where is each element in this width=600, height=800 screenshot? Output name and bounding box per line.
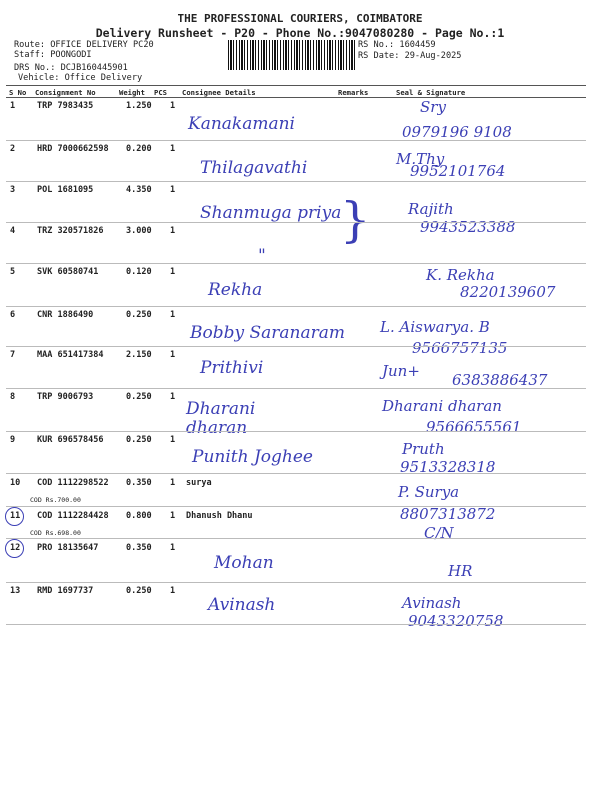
row-weight: 0.250	[126, 435, 152, 445]
handwritten-signature: Dharani dharan	[382, 397, 502, 415]
row-pcs: 1	[170, 144, 176, 154]
route-text: Route: OFFICE DELIVERY PC20	[14, 40, 154, 50]
row-divider	[6, 140, 586, 141]
row-weight: 1.250	[126, 101, 152, 111]
handwritten-signature: M.Thy	[396, 150, 445, 168]
row-pcs: 1	[170, 185, 176, 195]
handwritten-name: Dharani dharan	[186, 399, 256, 438]
row-weight: 4.350	[126, 185, 152, 195]
handwritten-name: Rekha	[208, 280, 263, 300]
row-weight: 0.250	[126, 586, 152, 596]
row-pcs: 1	[170, 543, 176, 553]
rs-date: RS Date: 29-Aug-2025	[358, 51, 462, 61]
col-signature: Seal & Signature	[396, 88, 466, 97]
handwritten-name: Punith Joghee	[192, 447, 313, 467]
handwritten-name: Prithivi	[200, 358, 264, 378]
consignee-name: surya	[186, 478, 212, 488]
row-consignment: TRP 7983435	[37, 101, 94, 111]
header-top-rule	[6, 85, 586, 86]
handwritten-signature: Rajith	[408, 200, 454, 218]
row-weight: 0.200	[126, 144, 152, 154]
col-consignee: Consignee Details	[182, 88, 256, 97]
row-divider	[6, 506, 586, 507]
drs-number: DRS No.: DCJB160445901	[14, 63, 128, 73]
row-weight: 2.150	[126, 350, 152, 360]
row-consignment: POL 1681095	[37, 185, 94, 195]
row-divider	[6, 624, 586, 625]
row-consignment: PRO 18135647	[37, 543, 99, 553]
row-consignment: TRP 9006793	[37, 392, 94, 402]
handwritten-signature: Jun+	[382, 362, 420, 380]
row-pcs: 1	[170, 101, 176, 111]
row-sno: 9	[10, 435, 16, 445]
handwritten-phone: 9566757135	[412, 339, 508, 357]
row-consignment: HRD 7000662598	[37, 144, 109, 154]
row-divider	[6, 263, 586, 264]
row-consignment: CNR 1886490	[37, 310, 94, 320]
handwritten-name: Bobby Saranaram	[190, 323, 346, 343]
handwritten-name: Thilagavathi	[200, 158, 308, 178]
handwritten-phone: 0979196 9108	[402, 123, 512, 141]
handwritten-signature: Pruth	[402, 440, 445, 458]
header-bottom-rule	[6, 97, 586, 98]
company-title: THE PROFESSIONAL COURIERS, COIMBATORE	[177, 12, 423, 25]
row-consignment: COD 1112284428	[37, 511, 109, 521]
handwritten-phone: 9566655561	[426, 418, 522, 436]
row-sno: 1	[10, 101, 16, 111]
bracket-mark: }	[340, 192, 371, 248]
handwritten-signature: Avinash	[402, 594, 462, 612]
row-pcs: 1	[170, 267, 176, 277]
handwritten-signature: L. Aiswarya. B	[380, 318, 490, 336]
row-divider	[6, 473, 586, 474]
row-consignment: MAA 651417384	[37, 350, 104, 360]
handwritten-signature: P. Surya	[398, 483, 460, 501]
handwritten-phone: 6383886437	[452, 371, 548, 389]
ditto-mark: "	[258, 246, 266, 266]
row-weight: 3.000	[126, 226, 152, 236]
row-weight: 0.250	[126, 310, 152, 320]
row-divider	[6, 306, 586, 307]
handwritten-phone: 9513328318	[400, 458, 496, 476]
row-weight: 0.350	[126, 478, 152, 488]
row-pcs: 1	[170, 392, 176, 402]
row-pcs: 1	[170, 226, 176, 236]
handwritten-signature: Sry	[420, 98, 446, 116]
handwritten-phone: 9943523388	[420, 218, 516, 236]
row-consignment: COD 1112298522	[37, 478, 109, 488]
handwritten-note: C/N	[424, 524, 454, 542]
consignee-name: Dhanush Dhanu	[186, 511, 253, 521]
row-pcs: 1	[170, 478, 176, 488]
row-sno: 10	[10, 478, 21, 488]
row-divider	[6, 431, 586, 432]
handwritten-signature: K. Rekha	[426, 266, 495, 284]
handwritten-name: Mohan	[214, 553, 274, 573]
row-divider	[6, 582, 586, 583]
runsheet-subtitle: Delivery Runsheet - P20 - Phone No.:9047080280 - Page No.:1	[95, 26, 505, 40]
row-divider	[6, 222, 586, 223]
col-sno: S No	[9, 88, 27, 97]
row-consignment: TRZ 320571826	[37, 226, 104, 236]
row-weight: 0.250	[126, 392, 152, 402]
staff-text: Staff: POONGODI	[14, 50, 92, 60]
row-sno: 7	[10, 350, 16, 360]
handwritten-name: Shanmuga priya	[200, 203, 342, 223]
row-divider	[6, 388, 586, 389]
row-weight: 0.800	[126, 511, 152, 521]
handwritten-name: Kanakamani	[188, 114, 295, 134]
row-divider	[6, 538, 586, 539]
cod-amount: COD Rs.698.00	[30, 529, 81, 537]
handwritten-phone: 8220139607	[460, 283, 556, 301]
row-consignment: KUR 696578456	[37, 435, 104, 445]
row-pcs: 1	[170, 511, 176, 521]
row-pcs: 1	[170, 350, 176, 360]
handwritten-signature: 8807313872	[400, 505, 496, 523]
row-sno: 8	[10, 392, 16, 402]
handwritten-name: Avinash	[208, 595, 276, 615]
row-sno: 13	[10, 586, 21, 596]
row-sno: 4	[10, 226, 16, 236]
row-sno: 2	[10, 144, 16, 154]
row-pcs: 1	[170, 435, 176, 445]
row-pcs: 1	[170, 586, 176, 596]
col-consignment: Consignment No	[35, 88, 96, 97]
col-weight: Weight	[119, 88, 145, 97]
col-pcs: PCS	[154, 88, 167, 97]
row-sno: 3	[10, 185, 16, 195]
row-divider	[6, 346, 586, 347]
vehicle-text: Vehicle: Office Delivery	[18, 73, 143, 83]
row-sno: 5	[10, 267, 16, 277]
row-weight: 0.350	[126, 543, 152, 553]
row-weight: 0.120	[126, 267, 152, 277]
row-divider	[6, 181, 586, 182]
handwritten-phone: 9952101764	[410, 162, 506, 180]
row-sno: 11	[10, 511, 21, 521]
row-sno: 6	[10, 310, 16, 320]
rs-number: RS No.: 1604459	[358, 40, 436, 50]
row-sno: 12	[10, 543, 21, 553]
handwritten-signature: HR	[448, 562, 473, 580]
row-pcs: 1	[170, 310, 176, 320]
handwritten-phone: 9043320758	[408, 612, 504, 630]
barcode	[228, 40, 356, 70]
row-consignment: SVK 60580741	[37, 267, 99, 277]
row-consignment: RMD 1697737	[37, 586, 94, 596]
cod-amount: COD Rs.700.00	[30, 496, 81, 504]
col-remarks: Remarks	[338, 88, 369, 97]
